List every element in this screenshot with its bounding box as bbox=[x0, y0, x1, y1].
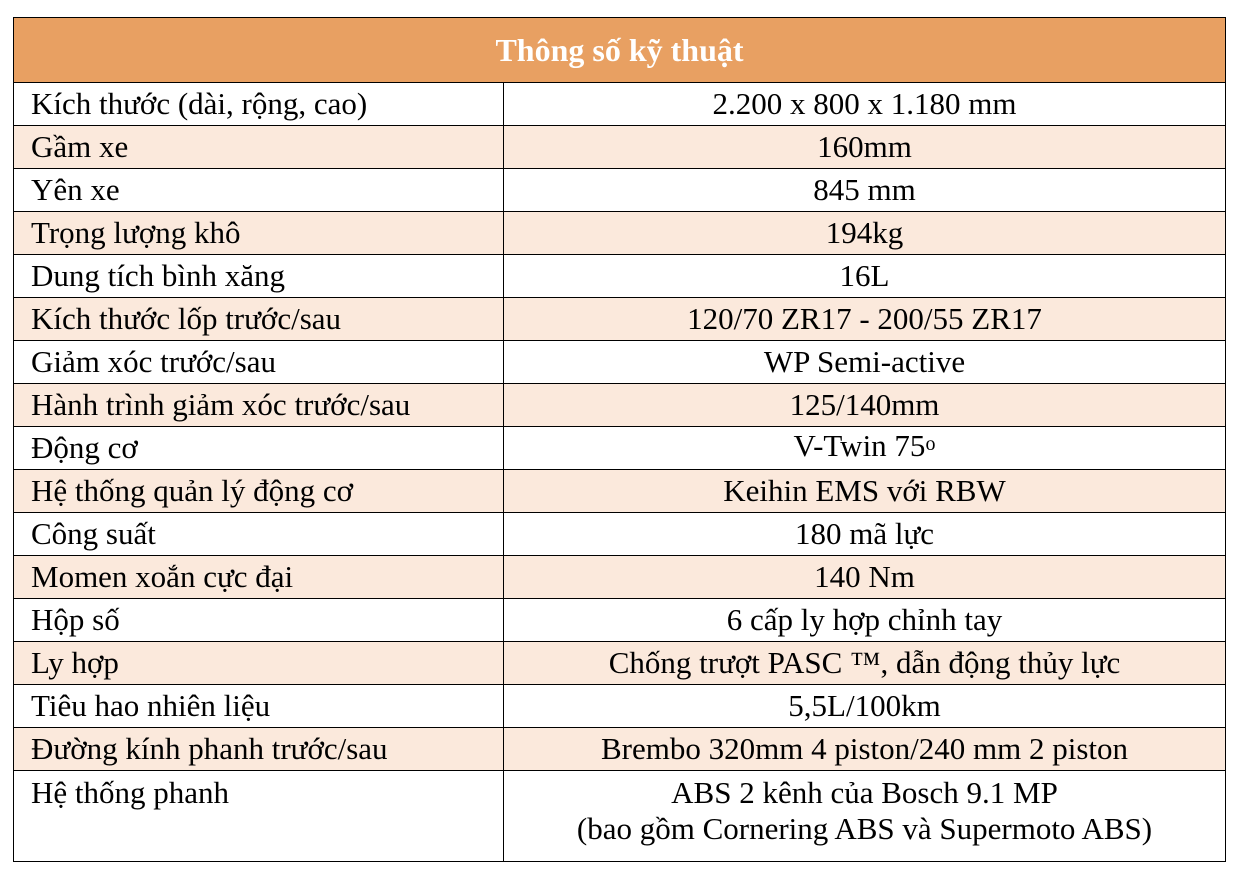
spec-label: Ly hợp bbox=[14, 642, 504, 685]
table-row bbox=[14, 642, 1226, 685]
spec-label: Hộp số bbox=[14, 599, 504, 642]
spec-value: Keihin EMS với RBW bbox=[504, 470, 1226, 513]
spec-label: Động cơ bbox=[14, 427, 504, 470]
spec-label: Kích thước (dài, rộng, cao) bbox=[14, 83, 504, 126]
table-row bbox=[14, 255, 1226, 298]
spec-value bbox=[504, 427, 1226, 470]
spec-label: Trọng lượng khô bbox=[14, 212, 504, 255]
table-row bbox=[14, 513, 1226, 556]
spec-value: 180 mã lực bbox=[504, 513, 1226, 556]
spec-label: Hệ thống phanh bbox=[14, 771, 504, 862]
spec-label: Đường kính phanh trước/sau bbox=[14, 728, 504, 771]
table-row bbox=[14, 126, 1226, 169]
table-header-row bbox=[14, 18, 1226, 83]
engine-value: V-Twin 75 bbox=[793, 428, 926, 463]
brake-value-line1: ABS 2 kênh của Bosch 9.1 MP bbox=[671, 775, 1058, 810]
spec-value: WP Semi-active bbox=[504, 341, 1226, 384]
table-row bbox=[14, 341, 1226, 384]
spec-value: 125/140mm bbox=[504, 384, 1226, 427]
spec-label: Giảm xóc trước/sau bbox=[14, 341, 504, 384]
table-row bbox=[14, 384, 1226, 427]
spec-value: Brembo 320mm 4 piston/240 mm 2 piston bbox=[504, 728, 1226, 771]
spec-label: Dung tích bình xăng bbox=[14, 255, 504, 298]
spec-value: 120/70 ZR17 - 200/55 ZR17 bbox=[504, 298, 1226, 341]
table-row bbox=[14, 212, 1226, 255]
table-title: Thông số kỹ thuật bbox=[14, 18, 1226, 83]
spec-label: Tiêu hao nhiên liệu bbox=[14, 685, 504, 728]
table-row bbox=[14, 771, 1226, 862]
degree-superscript: o bbox=[925, 433, 936, 455]
spec-value bbox=[504, 771, 1226, 862]
spec-value: 2.200 x 800 x 1.180 mm bbox=[504, 83, 1226, 126]
spec-label: Gầm xe bbox=[14, 126, 504, 169]
table-row bbox=[14, 427, 1226, 470]
table-row bbox=[14, 169, 1226, 212]
table-row bbox=[14, 685, 1226, 728]
spec-value: 140 Nm bbox=[504, 556, 1226, 599]
table-row bbox=[14, 470, 1226, 513]
spec-value: 194kg bbox=[504, 212, 1226, 255]
spec-label: Hành trình giảm xóc trước/sau bbox=[14, 384, 504, 427]
spec-label: Công suất bbox=[14, 513, 504, 556]
spec-label: Momen xoắn cực đại bbox=[14, 556, 504, 599]
spec-table bbox=[13, 17, 1226, 862]
spec-value: Chống trượt PASC ™, dẫn động thủy lực bbox=[504, 642, 1226, 685]
spec-value: 16L bbox=[504, 255, 1226, 298]
table-row bbox=[14, 599, 1226, 642]
table-row bbox=[14, 728, 1226, 771]
spec-label: Hệ thống quản lý động cơ bbox=[14, 470, 504, 513]
table-row bbox=[14, 298, 1226, 341]
spec-value: 5,5L/100km bbox=[504, 685, 1226, 728]
spec-value: 845 mm bbox=[504, 169, 1226, 212]
table-row bbox=[14, 83, 1226, 126]
table-row bbox=[14, 556, 1226, 599]
spec-value: 160mm bbox=[504, 126, 1226, 169]
spec-value: 6 cấp ly hợp chỉnh tay bbox=[504, 599, 1226, 642]
spec-label: Yên xe bbox=[14, 169, 504, 212]
brake-value-line2: (bao gồm Cornering ABS và Supermoto ABS) bbox=[576, 811, 1153, 846]
spec-label: Kích thước lốp trước/sau bbox=[14, 298, 504, 341]
